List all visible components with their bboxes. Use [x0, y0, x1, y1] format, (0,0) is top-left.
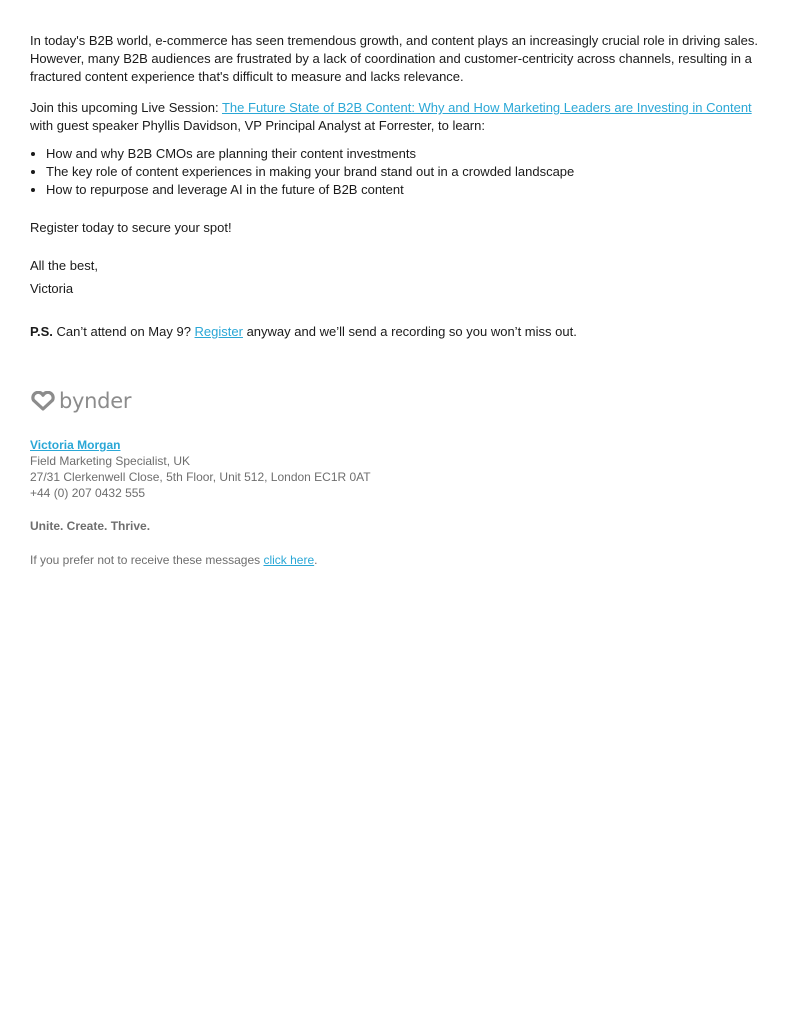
signoff: All the best,	[30, 258, 98, 273]
unsubscribe-suffix: .	[314, 553, 318, 567]
session-paragraph	[30, 99, 770, 135]
unsubscribe-prefix: If you prefer not to receive these messages	[30, 553, 264, 567]
list-item: • How to repurpose and leverage AI in the future of B2B content	[46, 181, 770, 199]
session-link[interactable]: The Future State of B2B Content: Why and How Marketing Leaders are Investing in Content	[221, 100, 752, 115]
sender-name: Victoria	[30, 281, 74, 296]
ps-paragraph	[30, 323, 770, 341]
unsubscribe-line	[30, 551, 770, 569]
bynder-logo	[30, 386, 770, 416]
bynder-logo-text: bynder	[59, 389, 132, 413]
signature-name-link[interactable]: Victoria Morgan	[30, 438, 121, 452]
ps-label: P.S.	[30, 324, 53, 339]
signature-role: Field Marketing Specialist, UK	[30, 454, 191, 468]
tagline: Unite. Create. Thrive.	[30, 519, 151, 533]
learn-list	[30, 145, 770, 199]
session-suffix: with guest speaker Phyllis Davidson, VP Principal Analyst at Forrester, to learn:	[30, 118, 485, 133]
list-item: • The key role of content experiences in making your brand stand out in a crowded landscape	[46, 163, 770, 181]
register-line: Register today to secure your spot!	[30, 220, 232, 235]
ps-prefix: Can’t attend on May 9?	[52, 324, 195, 339]
ps-register-link[interactable]: Register	[194, 324, 243, 339]
intro-paragraph: In today's B2B world, e-commerce has seen tremendous growth, and content plays an increasingly crucial role in driving sales. However, many B2B audiences are frustrated by a lack of coordination and customer-centricity across channels, resulting in a fractured content experience that's difficult to measure and lacks relevance.	[30, 33, 758, 84]
signature-phone: +44 (0) 207 0432 555	[30, 486, 146, 500]
ps-suffix: anyway and we’ll send a recording so you won’t miss out.	[242, 324, 577, 339]
list-item: • How and why B2B CMOs are planning their content investments	[46, 145, 770, 163]
signature-address: 27/31 Clerkenwell Close, 5th Floor, Unit 512, London EC1R 0AT	[30, 470, 371, 484]
signature-block	[30, 437, 770, 501]
unsubscribe-link[interactable]: click here	[263, 553, 315, 567]
session-prefix: Join this upcoming Live Session:	[30, 100, 222, 115]
bynder-heart-icon	[30, 391, 56, 411]
